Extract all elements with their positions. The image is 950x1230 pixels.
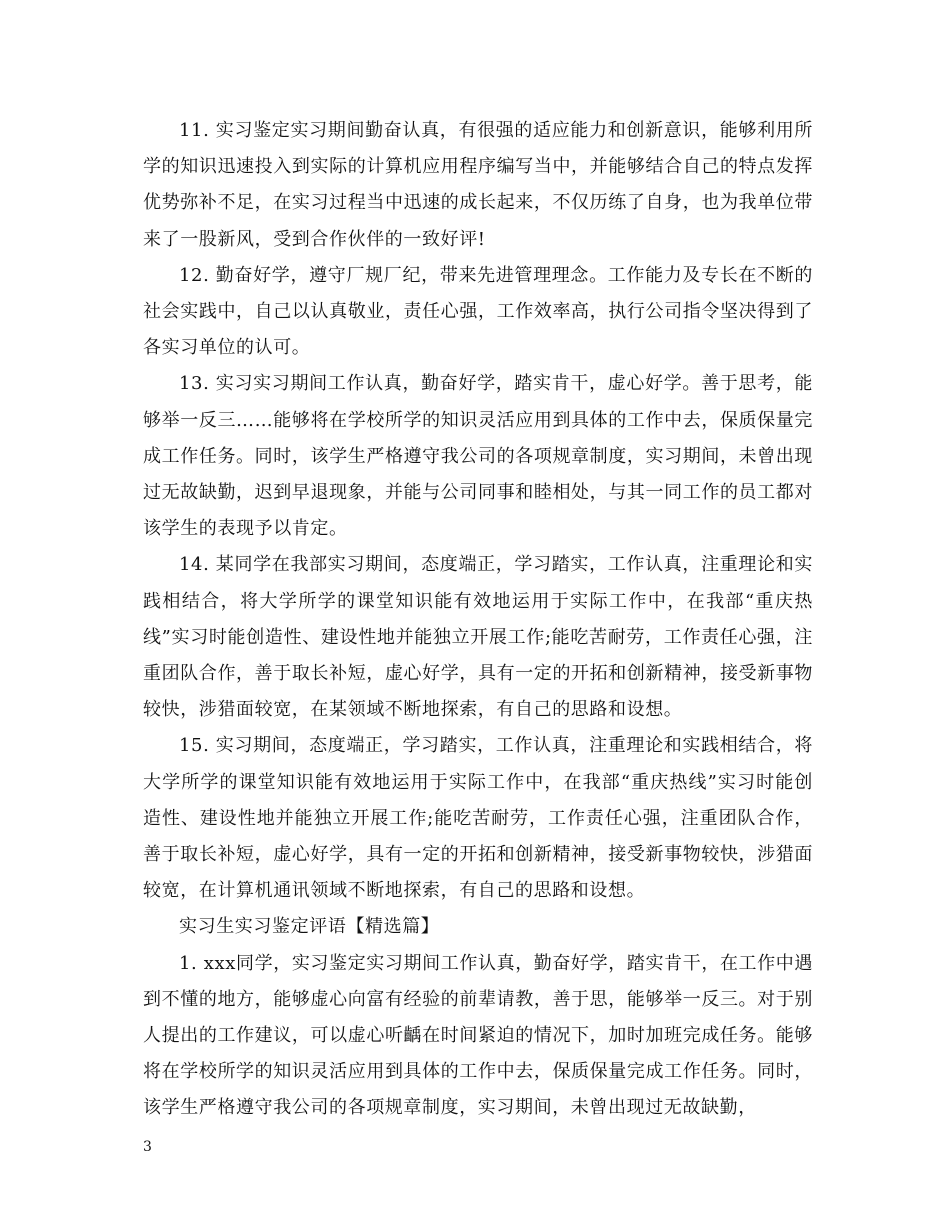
paragraph-11: 11. 实习鉴定实习期间勤奋认真，有很强的适应能力和创新意识，能够利用所学的知识迅速投入到实际的计算机应用程序编写当中，并能够结合自己的特点发挥优势弥补不足，在实习过程当中迅速的成长起来，不仅历练了自身，也为我单位带来了一股新风，受到合作伙伴的一致好评! (143, 120, 813, 250)
paragraph-13: 13. 实习实习期间工作认真，勤奋好学，踏实肯干，虚心好学。善于思考，能够举一反三……能够将在学校所学的知识灵活应用到具体的工作中去，保质保量完成工作任务。同时，该学生严格遵守我公司的各项规章制度，实习期间，未曾出现过无故缺勤，迟到早退现象，并能与公司同事和睦相处，与其一同工作的员工都对该学生的表现予以肯定。 (143, 373, 813, 540)
paragraph-14: 14. 某同学在我部实习期间，态度端正，学习踏实，工作认真，注重理论和实践相结合，将大学所学的课堂知识能有效地运用于实际工作中，在我部“重庆热线”实习时能创造性、建设性地并能独立开展工作;能吃苦耐劳，工作责任心强，注重团队合作，善于取长补短，虚心好学，具有一定的开拓和创新精神，接受新事物较快，涉猎面较宽，在某领域不断地探索，有自己的思路和设想。 (143, 554, 813, 721)
paragraph-12: 12. 勤奋好学，遵守厂规厂纪，带来先进管理理念。工作能力及专长在不断的社会实践中，自己以认真敬业，责任心强，工作效率高，执行公司指令坚决得到了各实习单位的认可。 (143, 264, 813, 359)
document-body (143, 113, 813, 1127)
section-heading: 实习生实习鉴定评语【精选篇】 (179, 916, 440, 938)
paragraph-15: 15. 实习期间，态度端正，学习踏实，工作认真，注重理论和实践相结合，将大学所学的课堂知识能有效地运用于实际工作中，在我部“重庆热线”实习时能创造性、建设性地并能独立开展工作;能吃苦耐劳，工作责任心强，注重团队合作，善于取长补短，虚心好学，具有一定的开拓和创新精神，接受新事物较快，涉猎面较宽，在计算机通讯领域不断地探索，有自己的思路和设想。 (143, 735, 813, 902)
page-number: 3 (143, 1139, 152, 1155)
paragraph-1: 1. xxx同学，实习鉴定实习期间工作认真，勤奋好学，踏实肯干，在工作中遇到不懂的地方，能够虚心向富有经验的前辈请教，善于思，能够举一反三。对于别人提出的工作建议，可以虚心听齲在时间紧迫的情况下，加时加班完成任务。能够将在学校所学的知识灵活应用到具体的工作中去，保质保量完成工作任务。同时，该学生严格遵守我公司的各项规章制度，实习期间，未曾出现过无故缺勤， (143, 952, 813, 1119)
